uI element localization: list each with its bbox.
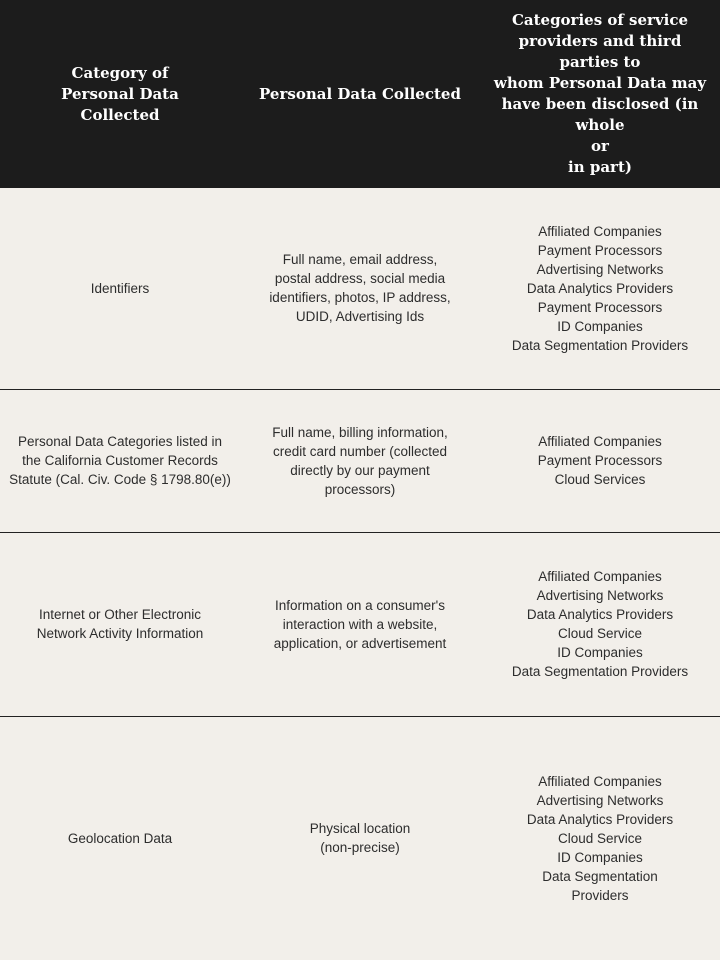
header-category: Category of Personal Data Collected — [0, 0, 240, 188]
disclosed-item: Affiliated Companies — [538, 569, 662, 584]
row-category: Personal Data Categories listed in the California Customer Records Statute (Cal. Civ. Code § 1798.80(e)) — [0, 389, 240, 532]
disclosed-item: Data Segmentation Providers — [542, 868, 658, 903]
disclosed-item: ID Companies — [557, 318, 643, 334]
header-disclosed-to: Categories of service providers and third parties to whom Personal Data may have been disclosed (in whole or in part) — [480, 0, 720, 188]
row-data-collected: Full name, email address, postal address, social media identifiers, photos, IP address, UDID, Advertising Ids — [269, 252, 451, 325]
header-data-collected: Personal Data Collected — [240, 0, 480, 188]
disclosed-item: Advertising Networks — [536, 261, 664, 277]
disclosed-item: Advertising Networks — [536, 588, 664, 603]
table-row — [0, 532, 720, 716]
row-category: Identifiers — [90, 280, 150, 296]
disclosed-item: Affiliated Companies — [538, 223, 662, 239]
row-disclosed-to — [480, 389, 720, 532]
row-disclosed-to — [480, 188, 720, 389]
disclosed-item: Payment Processors — [537, 242, 663, 258]
disclosed-item: Data Segmentation Providers — [511, 664, 689, 679]
disclosed-item: ID Companies — [557, 849, 643, 865]
row-category: Internet or Other Electronic Network Activity Information — [0, 532, 240, 716]
row-data-collected: Physical location (non-precise) — [240, 716, 480, 960]
disclosed-item: ID Companies — [557, 645, 643, 660]
row-data-collected: Information on a consumer's interaction with a website, application, or advertisement — [240, 532, 480, 716]
disclosed-item: Data Analytics Providers — [526, 607, 674, 622]
disclosed-item: Data Segmentation Providers — [511, 337, 689, 353]
disclosed-item: Payment Processors — [537, 299, 663, 315]
disclosed-item: Data Analytics Providers — [526, 280, 674, 296]
disclosed-item: Cloud Service — [557, 830, 643, 846]
row-data-collected: Full name, billing information, credit card number (collected directly by our payment processors) — [240, 389, 480, 532]
table-row — [0, 188, 720, 389]
disclosed-item: Cloud Service — [557, 626, 643, 641]
row-disclosed-to — [480, 532, 720, 716]
row-category: Geolocation Data — [0, 716, 240, 960]
disclosed-item: Cloud Services — [554, 472, 646, 487]
disclosed-item: Advertising Networks — [536, 792, 664, 808]
disclosed-item: Data Analytics Providers — [526, 811, 674, 827]
row-disclosed-to — [480, 716, 720, 960]
table-row — [0, 389, 720, 532]
disclosed-item: Affiliated Companies — [538, 773, 662, 789]
disclosed-item: Payment Processors — [537, 453, 663, 468]
table-row — [0, 716, 720, 960]
disclosed-item: Affiliated Companies — [538, 434, 662, 449]
table-header-row — [0, 0, 720, 188]
